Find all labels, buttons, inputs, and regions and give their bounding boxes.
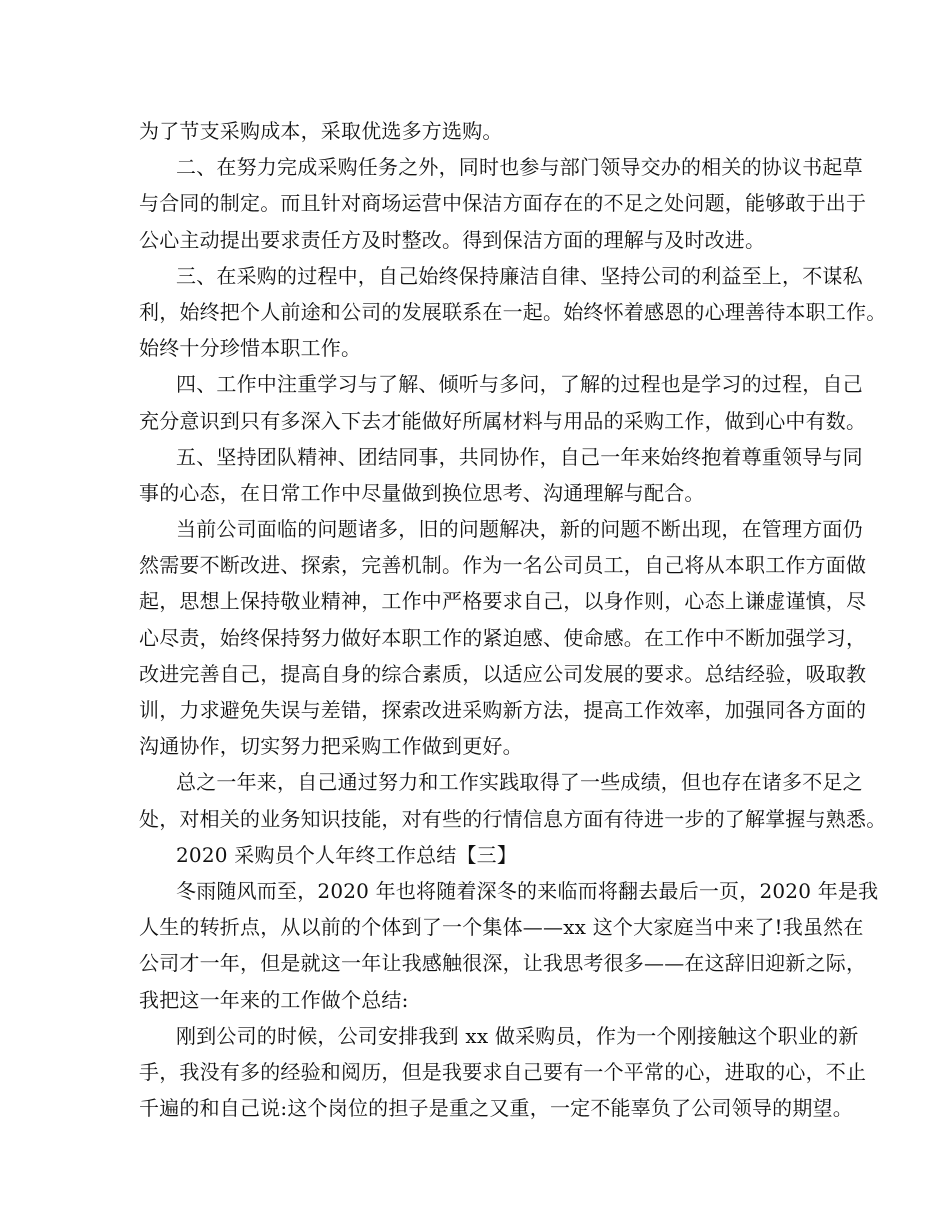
text-line: 事的心态，在日常工作中尽量做到换位思考、沟通理解与配合。 xyxy=(139,480,705,505)
text-line: 四、工作中注重学习与了解、倾听与多问，了解的过程也是学习的过程，自己 xyxy=(176,372,863,397)
document-body xyxy=(139,113,887,1126)
text-line: 我把这一年来的工作做个总结: xyxy=(139,987,409,1012)
text-line: 与合同的制定。而且针对商场运营中保洁方面存在的不足之处问题，能够敢于出于 xyxy=(139,191,867,216)
text-line: 当前公司面临的问题诸多，旧的问题解决，新的问题不断出现，在管理方面仍 xyxy=(176,517,863,542)
text-line: 二、在努力完成采购任务之外，同时也参与部门领导交办的相关的协议书起草 xyxy=(176,155,863,180)
text-line: 冬雨随风而至，2020 年也将随着深冬的来临而将翻去最后一页，2020 年是我 xyxy=(176,878,879,903)
text-line: 2020 采购员个人年终工作总结【三】 xyxy=(176,842,518,867)
text-line: 利，始终把个人前途和公司的发展联系在一起。始终怀着感恩的心理善待本职工作。 xyxy=(139,299,887,324)
text-line: 为了节支采购成本，采取优选多方选购。 xyxy=(139,119,503,143)
text-line: 改进完善自己，提高自身的综合素质，以适应公司发展的要求。总结经验，吸取教 xyxy=(139,661,867,686)
text-line: 处，对相关的业务知识技能，对有些的行情信息方面有待进一步的了解掌握与熟悉。 xyxy=(139,806,887,831)
text-line: 起，思想上保持敬业精神，工作中严格要求自己，以身作则，心态上谦虚谨慎，尽 xyxy=(139,589,867,614)
text-line: 心尽责，始终保持努力做好本职工作的紧迫感、使命感。在工作中不断加强学习， xyxy=(139,625,867,650)
text-line: 手，我没有多的经验和阅历，但是我要求自己要有一个平常的心，进取的心，不止 xyxy=(139,1059,867,1084)
text-line: 人生的转折点，从以前的个体到了一个集体——xx 这个大家庭当中来了!我虽然在 xyxy=(139,915,864,940)
text-line: 刚到公司的时候，公司安排我到 xx 做采购员，作为一个刚接触这个职业的新 xyxy=(176,1023,859,1048)
text-line: 公心主动提出要求责任方及时整改。得到保洁方面的理解与及时改进。 xyxy=(139,227,766,252)
text-line: 五、坚持团队精神、团结同事，共同协作，自己一年来始终抱着尊重领导与同 xyxy=(176,444,863,469)
text-line: 公司才一年，但是就这一年让我感触很深，让我思考很多——在这辞旧迎新之际， xyxy=(139,951,867,976)
text-line: 千遍的和自己说:这个岗位的担子是重之又重，一定不能辜负了公司领导的期望。 xyxy=(139,1096,853,1121)
text-line: 总之一年来，自己通过努力和工作实践取得了一些成绩，但也存在诸多不足之 xyxy=(176,770,863,795)
text-line: 充分意识到只有多深入下去才能做好所属材料与用品的采购工作，做到心中有数。 xyxy=(139,408,867,433)
text-line: 三、在采购的过程中，自己始终保持廉洁自律、坚持公司的利益至上，不谋私 xyxy=(176,263,863,288)
text-line: 始终十分珍惜本职工作。 xyxy=(139,336,362,361)
text-line: 训，力求避免失误与差错，探索改进采购新方法，提高工作效率，加强同各方面的 xyxy=(139,698,867,722)
text-line: 然需要不断改进、探索，完善机制。作为一名公司员工，自己将从本职工作方面做 xyxy=(139,553,867,578)
text-line: 沟通协作，切实努力把采购工作做到更好。 xyxy=(139,734,523,759)
